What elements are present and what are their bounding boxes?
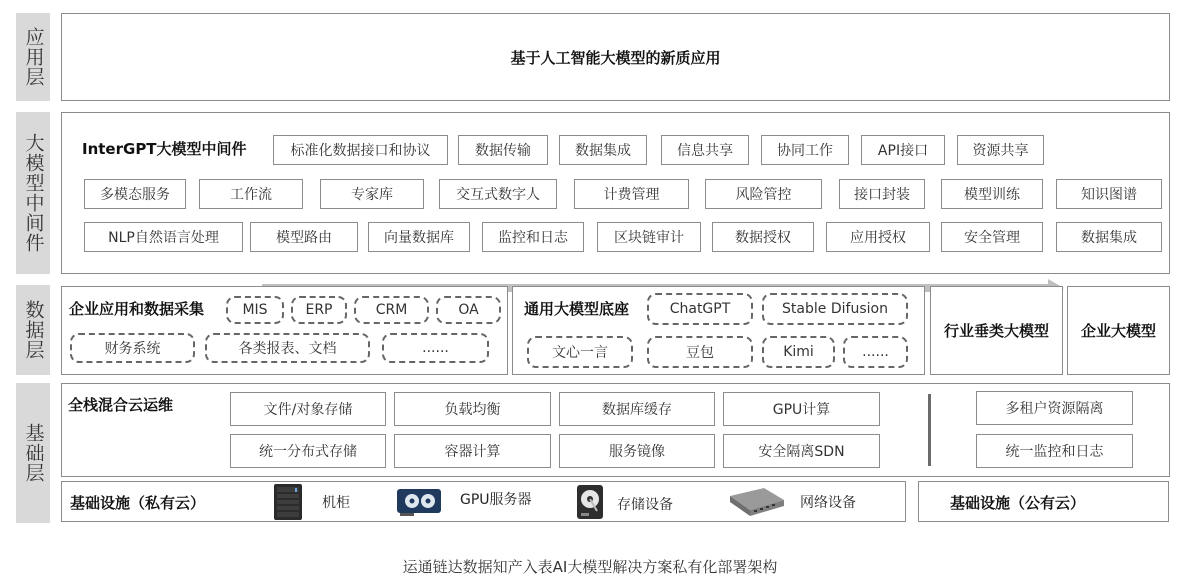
base-private-title: 基础设施（私有云） <box>70 494 206 512</box>
layer-label-middleware: 大模型中间件 <box>16 112 50 274</box>
base-public-title: 基础设施（公有云） <box>950 494 1086 512</box>
enterprise-item-crm: CRM <box>354 296 429 324</box>
general-item-more: ...... <box>843 336 908 368</box>
general-item-chatgpt: ChatGPT <box>647 293 753 325</box>
middleware-title: InterGPT大模型中间件 <box>82 140 247 158</box>
infra-gpu-label: GPU服务器 <box>460 492 532 508</box>
general-item-kimi: Kimi <box>762 336 835 368</box>
mw-box-r1-3: 信息共享 <box>661 135 749 165</box>
mw-box-r2-6: 接口封装 <box>839 179 925 209</box>
gpu-server-icon <box>396 487 442 517</box>
general-item-doubao: 豆包 <box>647 336 753 368</box>
cloud-box-r1: 统一监控和日志 <box>976 434 1133 468</box>
cloud-box-t1: 负载均衡 <box>394 392 551 426</box>
mw-box-r1-2: 数据集成 <box>559 135 647 165</box>
infra-storage-label: 存储设备 <box>617 497 673 513</box>
cloud-box-b2: 服务镜像 <box>559 434 715 468</box>
mw-box-r2-7: 模型训练 <box>941 179 1043 209</box>
cloud-box-r0: 多租户资源隔离 <box>976 391 1133 425</box>
infra-cabinet-label: 机柜 <box>322 495 350 511</box>
mw-box-r3-1: 模型路由 <box>250 222 358 252</box>
data-industry-title: 行业垂类大模型 <box>943 322 1049 340</box>
cloud-divider <box>928 394 931 466</box>
data-company-title: 企业大模型 <box>1080 322 1156 340</box>
mw-box-r3-8: 数据集成 <box>1056 222 1162 252</box>
cloud-box-t2: 数据库缓存 <box>559 392 715 426</box>
data-general-title: 通用大模型底座 <box>524 300 630 318</box>
enterprise-item-oa: OA <box>436 296 501 324</box>
data-enterprise-title: 企业应用和数据采集 <box>69 300 205 318</box>
enterprise-item-reports: 各类报表、文档 <box>205 333 370 363</box>
enterprise-item-more: ...... <box>382 333 489 363</box>
mw-box-r3-4: 区块链审计 <box>597 222 701 252</box>
mw-box-r3-0: NLP自然语言处理 <box>84 222 243 252</box>
cloud-box-b3: 安全隔离SDN <box>723 434 880 468</box>
mw-box-r2-0: 多模态服务 <box>84 179 186 209</box>
cloud-box-b0: 统一分布式存储 <box>230 434 386 468</box>
mw-box-r3-6: 应用授权 <box>826 222 930 252</box>
layer-label-app: 应用层 <box>16 13 50 101</box>
base-cloud-title: 全栈混合云运维 <box>68 396 174 414</box>
mw-box-r2-5: 风险管控 <box>705 179 822 209</box>
mw-box-r2-2: 专家库 <box>320 179 424 209</box>
mw-box-r1-1: 数据传输 <box>458 135 548 165</box>
cloud-box-b1: 容器计算 <box>394 434 551 468</box>
storage-device-icon <box>576 484 604 520</box>
mw-box-r1-4: 协同工作 <box>761 135 849 165</box>
mw-box-r3-2: 向量数据库 <box>368 222 470 252</box>
mw-box-r1-6: 资源共享 <box>957 135 1044 165</box>
mw-box-r2-3: 交互式数字人 <box>439 179 557 209</box>
mw-box-r3-5: 数据授权 <box>712 222 814 252</box>
general-item-wenxin: 文心一言 <box>527 336 633 368</box>
enterprise-item-finance: 财务系统 <box>70 333 195 363</box>
mw-box-r2-8: 知识图谱 <box>1056 179 1162 209</box>
layer-label-data: 数据层 <box>16 285 50 375</box>
infra-network-label: 网络设备 <box>800 495 856 511</box>
enterprise-item-erp: ERP <box>291 296 347 324</box>
layer-label-base: 基础层 <box>16 383 50 523</box>
general-item-sd: Stable Difusion <box>762 293 908 325</box>
diagram-caption: 运通链达数据知产入表AI大模型解决方案私有化部署架构 <box>402 558 778 576</box>
mw-box-r1-5: API接口 <box>861 135 945 165</box>
mw-box-r2-1: 工作流 <box>199 179 303 209</box>
network-device-icon <box>724 486 786 518</box>
mw-box-r3-7: 安全管理 <box>941 222 1043 252</box>
mw-box-r2-4: 计费管理 <box>574 179 689 209</box>
app-layer-title: 基于人工智能大模型的新质应用 <box>510 49 721 67</box>
cloud-box-t0: 文件/对象存储 <box>230 392 386 426</box>
enterprise-item-mis: MIS <box>226 296 284 324</box>
mw-box-r3-3: 监控和日志 <box>482 222 584 252</box>
cloud-box-t3: GPU计算 <box>723 392 880 426</box>
cabinet-icon <box>272 483 304 521</box>
mw-box-r1-0: 标准化数据接口和协议 <box>273 135 448 165</box>
